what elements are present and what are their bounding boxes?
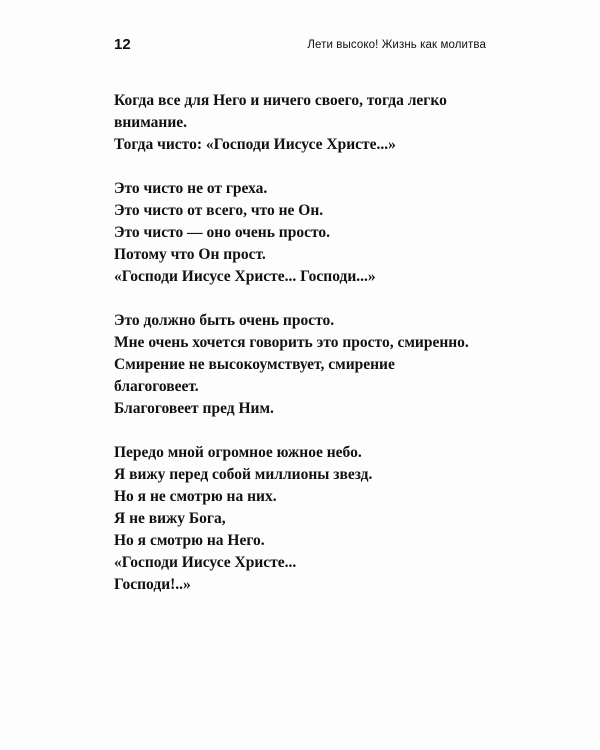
text-line: Господи!..» xyxy=(114,576,191,593)
running-title: Лети высоко! Жизнь как молитва xyxy=(307,39,486,51)
body-text xyxy=(114,90,494,596)
text-line: Я не вижу Бога, xyxy=(114,510,226,527)
text-line: внимание. xyxy=(114,114,188,131)
text-line: благоговеет. xyxy=(114,378,199,395)
text-line: Но я смотрю на Него. xyxy=(114,532,265,549)
text-line: Благоговеет пред Ним. xyxy=(114,400,274,417)
text-line: «Господи Иисусе Христе... xyxy=(114,554,297,571)
page-header xyxy=(114,36,486,54)
text-line: Потому что Он прост. xyxy=(114,246,266,263)
text-line: Это должно быть очень просто. xyxy=(114,312,335,329)
text-line: Я вижу перед собой миллионы звезд. xyxy=(114,466,373,483)
text-line: Но я не смотрю на них. xyxy=(114,488,277,505)
text-line: Смирение не высокоумствует, смирение xyxy=(114,356,395,373)
text-line: Передо мной огромное южное небо. xyxy=(114,444,362,461)
stanza xyxy=(114,178,494,288)
text-line: Когда все для Него и ничего своего, тогда легко xyxy=(114,92,447,109)
text-line: Мне очень хочется говорить это просто, смиренно. xyxy=(114,334,469,351)
page-number: 12 xyxy=(114,36,131,53)
text-line: Это чисто — оно очень просто. xyxy=(114,224,331,241)
text-line: Это чисто от всего, что не Он. xyxy=(114,202,324,219)
text-line: «Господи Иисусе Христе... Господи...» xyxy=(114,268,376,285)
text-line: Это чисто не от греха. xyxy=(114,180,268,197)
stanza xyxy=(114,442,494,596)
text-line: Тогда чисто: «Господи Иисусе Христе...» xyxy=(114,136,396,153)
stanza xyxy=(114,90,494,156)
stanza xyxy=(114,310,494,420)
